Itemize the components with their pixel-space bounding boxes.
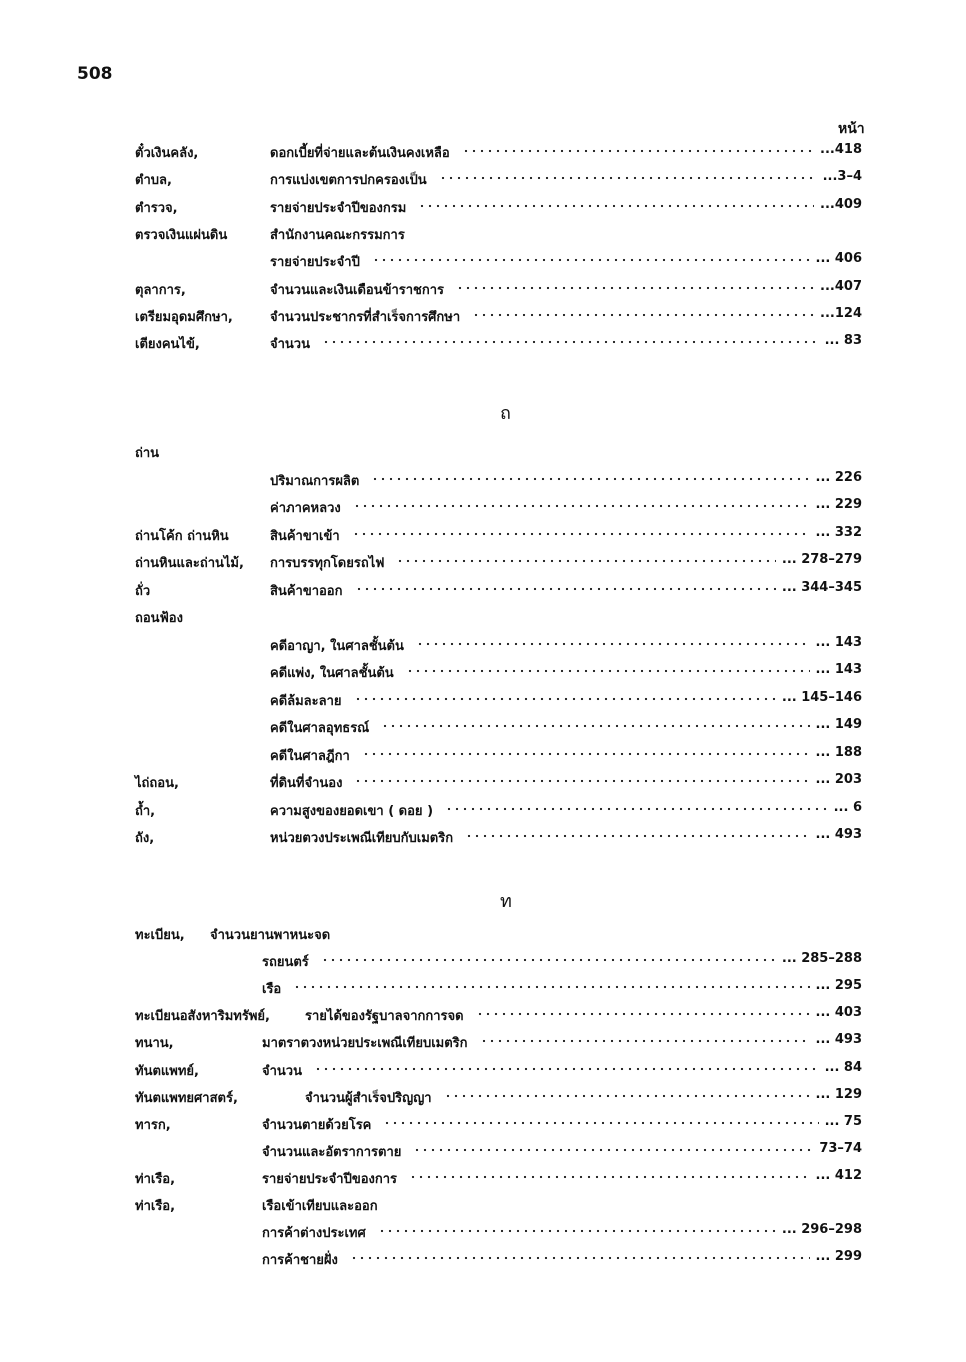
index-entry bbox=[0, 949, 966, 973]
entry-page-ref: ... 406 bbox=[815, 251, 862, 267]
index-entry bbox=[0, 1058, 966, 1082]
index-entry bbox=[0, 277, 966, 301]
entry-detail: รายจ่ายประจำปี bbox=[270, 255, 360, 271]
entry-detail: หน่วยตวงประเพณีเทียบกับเมตริก bbox=[270, 831, 454, 846]
index-entry bbox=[0, 222, 966, 246]
leader-dots bbox=[439, 175, 817, 181]
entry-term: ถั่ว bbox=[135, 583, 151, 599]
index-entry bbox=[0, 495, 966, 519]
entry-page-ref: ...409 bbox=[820, 196, 862, 212]
entry-term: ถ่านโค้ก ถ่านหิน bbox=[135, 528, 229, 544]
entry-detail: ความสูงของยอดเขา ( ดอย ) bbox=[270, 803, 434, 819]
entry-page-ref: ... 129 bbox=[815, 1086, 862, 1102]
entry-detail: มาตราตวงหน่วยประเพณีเทียบเมตริก bbox=[262, 1036, 468, 1052]
leader-dots bbox=[293, 984, 809, 990]
entry-page-ref: ... 75 bbox=[824, 1113, 862, 1129]
leader-dots bbox=[314, 1066, 819, 1072]
entry-detail: จำนวนและอัตราการตาย bbox=[262, 1144, 402, 1160]
entry-page-ref: ... 203 bbox=[815, 772, 862, 787]
entry-term: ทนาน, bbox=[135, 1036, 174, 1052]
index-entry bbox=[0, 976, 966, 1000]
entry-page-ref: ... 403 bbox=[815, 1005, 862, 1021]
entry-term: เตียงคนไข้, bbox=[135, 337, 200, 353]
entry-page-ref: ... 344–345 bbox=[781, 579, 862, 595]
leader-dots bbox=[354, 778, 809, 784]
index-entry bbox=[0, 195, 966, 219]
entry-detail: คดีแพ่ง, ในศาลชั้นต้น bbox=[270, 666, 394, 681]
leader-dots bbox=[372, 257, 810, 263]
entry-term: ทะเบียนอสังหาริมทรัพย์, bbox=[135, 1009, 270, 1025]
leader-dots bbox=[396, 558, 775, 564]
index-entry bbox=[0, 825, 966, 849]
entry-term: ทารก, bbox=[135, 1117, 171, 1133]
leader-dots bbox=[383, 1120, 818, 1126]
leader-dots bbox=[352, 531, 810, 537]
leader-dots bbox=[444, 1093, 810, 1099]
entry-page-ref: ... 278–279 bbox=[781, 552, 862, 567]
index-entry bbox=[0, 578, 966, 602]
entry-page-ref: 73–74 bbox=[819, 1140, 862, 1156]
entry-page-ref: ... 332 bbox=[815, 524, 862, 540]
entry-page-ref: ... 296–298 bbox=[781, 1222, 862, 1238]
entry-page-ref: ... 226 bbox=[815, 469, 862, 485]
entry-detail: ที่ดินที่จำนอง bbox=[270, 776, 343, 791]
entry-detail: สินค้าขาออก bbox=[270, 583, 343, 599]
entry-page-ref: ... 6 bbox=[833, 799, 862, 815]
entry-detail: รายได้ของรัฐบาลจากการจด bbox=[305, 1009, 464, 1025]
entry-page-ref: ... 493 bbox=[815, 827, 862, 842]
entry-page-ref: ... 285–288 bbox=[781, 951, 862, 967]
entry-page-ref: ... 143 bbox=[815, 634, 862, 650]
page-column-header: หน้า bbox=[838, 121, 865, 137]
index-entry bbox=[0, 1112, 966, 1136]
leader-dots bbox=[406, 668, 810, 674]
entry-term: ถัง, bbox=[135, 831, 155, 846]
entry-detail: จำนวน bbox=[262, 1063, 302, 1079]
leader-dots bbox=[409, 1174, 810, 1180]
entry-term: ทะเบียน, bbox=[135, 928, 185, 943]
leader-dots bbox=[418, 203, 814, 209]
leader-dots bbox=[378, 1228, 776, 1234]
leader-dots bbox=[350, 1255, 810, 1261]
index-entry bbox=[0, 1220, 966, 1244]
leader-dots bbox=[413, 1147, 813, 1153]
index-entry bbox=[0, 688, 966, 712]
index-entry bbox=[0, 770, 966, 794]
entry-detail: รายจ่ายประจำปีของกรม bbox=[270, 200, 407, 216]
leader-dots bbox=[445, 806, 828, 812]
entry-detail: เรือเข้าเทียบและออก bbox=[262, 1199, 378, 1214]
entry-detail: จำนวนตายด้วยโรค bbox=[262, 1117, 372, 1133]
entry-detail: จำนวนยานพาหนะจด bbox=[210, 928, 331, 943]
entry-detail: ปริมาณการผลิต bbox=[270, 473, 360, 489]
entry-page-ref: ...407 bbox=[820, 278, 862, 294]
index-entry bbox=[0, 1003, 966, 1027]
entry-detail: คดีล้มละลาย bbox=[270, 693, 342, 709]
entry-detail: จำนวนประชากรที่สำเร็จการศึกษา bbox=[270, 309, 461, 325]
index-entry bbox=[0, 249, 966, 273]
index-entry bbox=[0, 523, 966, 547]
entry-detail: คดีในศาลอุทธรณ์ bbox=[270, 721, 370, 736]
index-entry bbox=[0, 715, 966, 739]
index-entry bbox=[0, 1030, 966, 1054]
index-entry bbox=[0, 922, 966, 946]
leader-dots bbox=[472, 312, 814, 318]
index-entry bbox=[0, 304, 966, 328]
entry-page-ref: ... 493 bbox=[815, 1032, 862, 1048]
entry-detail: สำนักงานคณะกรรมการ bbox=[270, 227, 405, 243]
leader-dots bbox=[371, 476, 809, 482]
entry-term: ตั๋วเงินคลัง, bbox=[135, 146, 199, 161]
leader-dots bbox=[381, 723, 809, 729]
entry-detail: ดอกเบี้ยที่จ่ายและต้นเงินคงเหลือ bbox=[270, 146, 450, 161]
entry-term: ถ้ำ, bbox=[135, 803, 156, 819]
entry-term: ตุลาการ, bbox=[135, 282, 186, 298]
index-entry bbox=[0, 140, 966, 164]
leader-dots bbox=[465, 833, 809, 839]
entry-detail: ค่าภาคหลวง bbox=[270, 501, 341, 516]
entry-page-ref: ... 83 bbox=[824, 333, 862, 349]
entry-page-ref: ... 412 bbox=[815, 1167, 862, 1183]
entry-term: ตรวจเงินแผ่นดิน bbox=[135, 227, 228, 243]
leader-dots bbox=[354, 696, 776, 702]
entry-page-ref: ... 229 bbox=[815, 497, 862, 512]
leader-dots bbox=[362, 751, 810, 757]
leader-dots bbox=[480, 1038, 810, 1044]
page-number: 508 bbox=[77, 64, 113, 84]
entry-page-ref: ... 84 bbox=[824, 1059, 862, 1075]
leader-dots bbox=[355, 586, 776, 592]
entry-detail: จำนวนและเงินเดือนข้าราชการ bbox=[270, 282, 445, 298]
leader-dots bbox=[456, 285, 814, 291]
entry-term: ตำรวจ, bbox=[135, 200, 178, 216]
section-letter: ท bbox=[500, 891, 512, 912]
leader-dots bbox=[321, 957, 776, 963]
index-entry bbox=[0, 605, 966, 629]
entry-term: ถ่าน bbox=[135, 446, 160, 461]
entry-page-ref: ...124 bbox=[820, 305, 862, 321]
entry-term: ท่าเรือ, bbox=[135, 1199, 176, 1214]
entry-detail: การค้าต่างประเทศ bbox=[262, 1226, 366, 1242]
entry-detail: รถยนตร์ bbox=[262, 955, 309, 971]
entry-term: ทันตแพทย์, bbox=[135, 1063, 199, 1079]
leader-dots bbox=[322, 339, 819, 345]
index-entry bbox=[0, 468, 966, 492]
index-entry bbox=[0, 743, 966, 767]
index-entry bbox=[0, 550, 966, 574]
index-entry bbox=[0, 660, 966, 684]
index-entry bbox=[0, 440, 966, 464]
leader-dots bbox=[476, 1011, 810, 1017]
entry-term: ไถ่ถอน, bbox=[135, 776, 179, 791]
entry-detail: จำนวนผู้สำเร็จปริญญา bbox=[305, 1090, 432, 1106]
entry-term: ถอนฟ้อง bbox=[135, 611, 183, 626]
entry-detail: การบรรทุกโดยรถไฟ bbox=[270, 556, 385, 571]
entry-page-ref: ... 145–146 bbox=[781, 689, 862, 705]
entry-page-ref: ... 149 bbox=[815, 717, 862, 732]
entry-page-ref: ... 143 bbox=[815, 662, 862, 677]
entry-term: ท่าเรือ, bbox=[135, 1171, 176, 1187]
leader-dots bbox=[353, 503, 810, 509]
entry-page-ref: ... 299 bbox=[815, 1249, 862, 1265]
index-entry bbox=[0, 1166, 966, 1190]
entry-term: ถ่านหินและถ่านไม้, bbox=[135, 556, 244, 571]
entry-term: ตำบล, bbox=[135, 173, 172, 189]
entry-page-ref: ... 188 bbox=[815, 744, 862, 760]
index-entry bbox=[0, 1193, 966, 1217]
index-entry bbox=[0, 331, 966, 355]
leader-dots bbox=[462, 148, 814, 154]
section-letter: ถ bbox=[500, 403, 511, 424]
index-entry bbox=[0, 167, 966, 191]
entry-detail: คดีในศาลฎีกา bbox=[270, 748, 350, 764]
entry-detail: เรือ bbox=[262, 982, 282, 998]
index-entry bbox=[0, 633, 966, 657]
entry-page-ref: ... 295 bbox=[815, 978, 862, 994]
entry-page-ref: ...3–4 bbox=[822, 169, 862, 185]
leader-dots bbox=[416, 641, 810, 647]
entry-page-ref: ...418 bbox=[820, 142, 862, 157]
index-entry bbox=[0, 798, 966, 822]
entry-detail: สินค้าขาเข้า bbox=[270, 528, 340, 544]
entry-term: เตรียมอุดมศึกษา, bbox=[135, 309, 233, 325]
entry-detail: การแบ่งเขตการปกครองเป็น bbox=[270, 173, 427, 189]
index-entry bbox=[0, 1139, 966, 1163]
entry-detail: รายจ่ายประจำปีของการ bbox=[262, 1171, 398, 1187]
entry-detail: จำนวน bbox=[270, 337, 310, 353]
entry-detail: การค้าชายฝั่ง bbox=[262, 1253, 338, 1269]
entry-detail: คดีอาญา, ในศาลชั้นต้น bbox=[270, 638, 404, 654]
entry-term: ทันตแพทยศาสตร์, bbox=[135, 1090, 238, 1106]
index-entry bbox=[0, 1247, 966, 1271]
index-entry bbox=[0, 1085, 966, 1109]
